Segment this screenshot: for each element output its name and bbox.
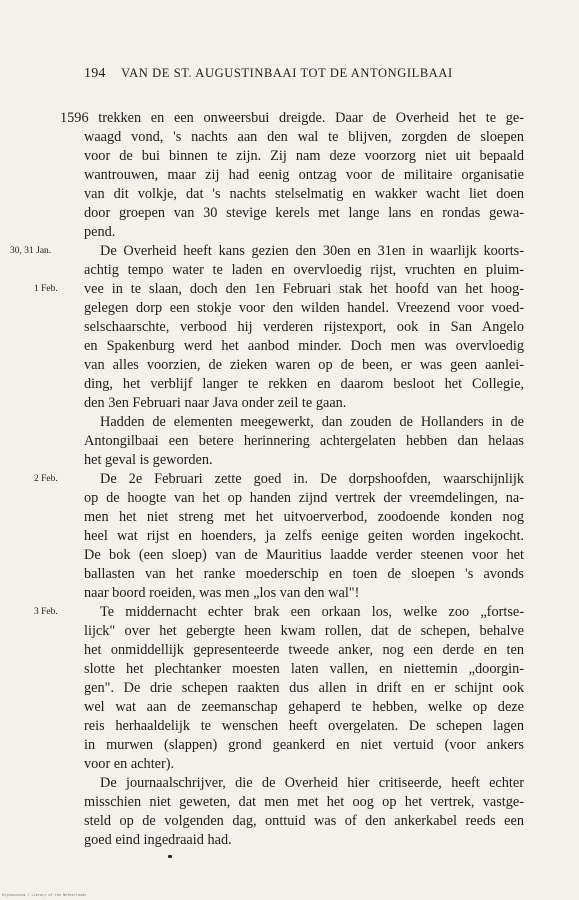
body-line: voor de bui binnen te zijn. Zij nam deze voorzorg niet uit bepaald: [84, 148, 524, 164]
body-line: selschaarschte, verbood hij verderen rijstexport, ook in San Angelo: [84, 319, 524, 335]
body-line: gelegen dorp een stokje voor den wilden handel. Vreezend voor voed-: [84, 300, 524, 316]
body-line: vee in te slaan, doch den 1en Februari stak het hoofd van het hoog-: [84, 281, 524, 297]
body-line: achtig tempo water te laden en overvloedig rijst, vruchten en pluim-: [84, 262, 524, 278]
body-line: en Spakenburg werd het aanbod minder. Doch men was overvloedig: [84, 338, 524, 354]
body-line: De bok (een sloep) van de Mauritius laadde verder steenen voor het: [84, 547, 524, 563]
body-line: reis herhaaldelijk te wenschen heeft overgelaten. De schepen lagen: [84, 718, 524, 734]
body-line: De 2e Februari zette goed in. De dorpshoofden, waarschijnlijk: [100, 471, 524, 487]
body-line: van dit volkje, dat 's nachts stelselmatig en wakker wacht liet doen: [84, 186, 524, 202]
page-number: 194: [84, 66, 106, 81]
body-line: 1596 trekken en een onweersbui dreigde. Daar de Overheid het te ge-: [60, 110, 524, 126]
body-line: ballasten van het ranke moederschip en toen de sloepen 's avonds: [84, 566, 524, 582]
body-line: slotte het plechtanker moesten laten vallen, en niettemin „doorgin-: [84, 661, 524, 677]
body-line: van alles voorzien, de zieken waren op de been, er was geen aanlei-: [84, 357, 524, 373]
body-line: pend.: [84, 224, 116, 240]
ink-speck: [168, 855, 172, 858]
body-line: Hadden de elementen meegewerkt, dan zouden de Hollanders in de: [100, 414, 524, 430]
body-line: De Overheid heeft kans gezien den 30en en 31en in waarlijk koorts-: [100, 243, 524, 259]
body-line: het geval is geworden.: [84, 452, 213, 468]
margin-date: 3 Feb.: [34, 607, 58, 617]
body-line: den 3en Februari naar Java onder zeil te gaan.: [84, 395, 347, 411]
body-line: De journaalschrijver, die de Overheid hier critiseerde, heeft echter: [100, 775, 524, 791]
body-line: Antongilbaai een betere herinnering achtergelaten hebben dan helaas: [84, 433, 524, 449]
body-line: goed eind ingedraaid had.: [84, 832, 232, 848]
body-line: wel wat aan de zeemanschap gehaperd te hebben, welke op deze: [84, 699, 524, 715]
page-header: [84, 66, 524, 82]
body-line: heel wat rijst en hoenders, ja zelfs eenige geiten worden ingekocht.: [84, 528, 524, 544]
margin-date: 30, 31 Jan.: [10, 246, 52, 256]
body-line: door groepen van 30 stevige kerels met lange lans en rondas gewa-: [84, 205, 524, 221]
body-line: ding, het verblijf langer te rekken en daarom besloot het Collegie,: [84, 376, 524, 392]
body-line: men het niet streng met het uitvoerverbod, zoodoende konden nog: [84, 509, 524, 525]
body-line: naar boord roeiden, was men „los van den wal"!: [84, 585, 360, 601]
body-line: waagd vond, 's nachts aan den wal te blijven, zorgden de sloepen: [84, 129, 524, 145]
scan-footer: Rijksmuseum / Library of the Netherlands: [2, 893, 87, 897]
body-line: lijck" over het gebergte heen kwam rollen, dat de schepen, behalve: [84, 623, 524, 639]
running-title: VAN DE ST. AUGUSTINBAAI TOT DE ANTONGILBAAI: [121, 66, 453, 80]
body-line: voor en achter).: [84, 756, 175, 772]
margin-date: 1 Feb.: [34, 284, 58, 294]
body-line: gen". De drie schepen raakten dus allen in drift en er schijnt ook: [84, 680, 524, 696]
body-line: in murwen (slappen) grond geankerd en niet vertuid (voor ankers: [84, 737, 524, 753]
margin-date: 2 Feb.: [34, 474, 58, 484]
body-line: wantrouwen, maar zij had eenig ontzag voor de militaire organisatie: [84, 167, 524, 183]
body-line: misschien niet geweten, dat men met het oog op het vertrek, vastge-: [84, 794, 524, 810]
body-line: op de hoogte van het op handen zijnd vertrek der vreemdelingen, na-: [84, 490, 524, 506]
body-line: het onmiddellijk gepresenteerde tweede anker, nog een derde en ten: [84, 642, 524, 658]
body-line: steld op de volgenden dag, onttuid was of den ankerkabel reeds een: [84, 813, 524, 829]
body-line: Te middernacht echter brak een orkaan los, welke zoo „fortse-: [100, 604, 524, 620]
